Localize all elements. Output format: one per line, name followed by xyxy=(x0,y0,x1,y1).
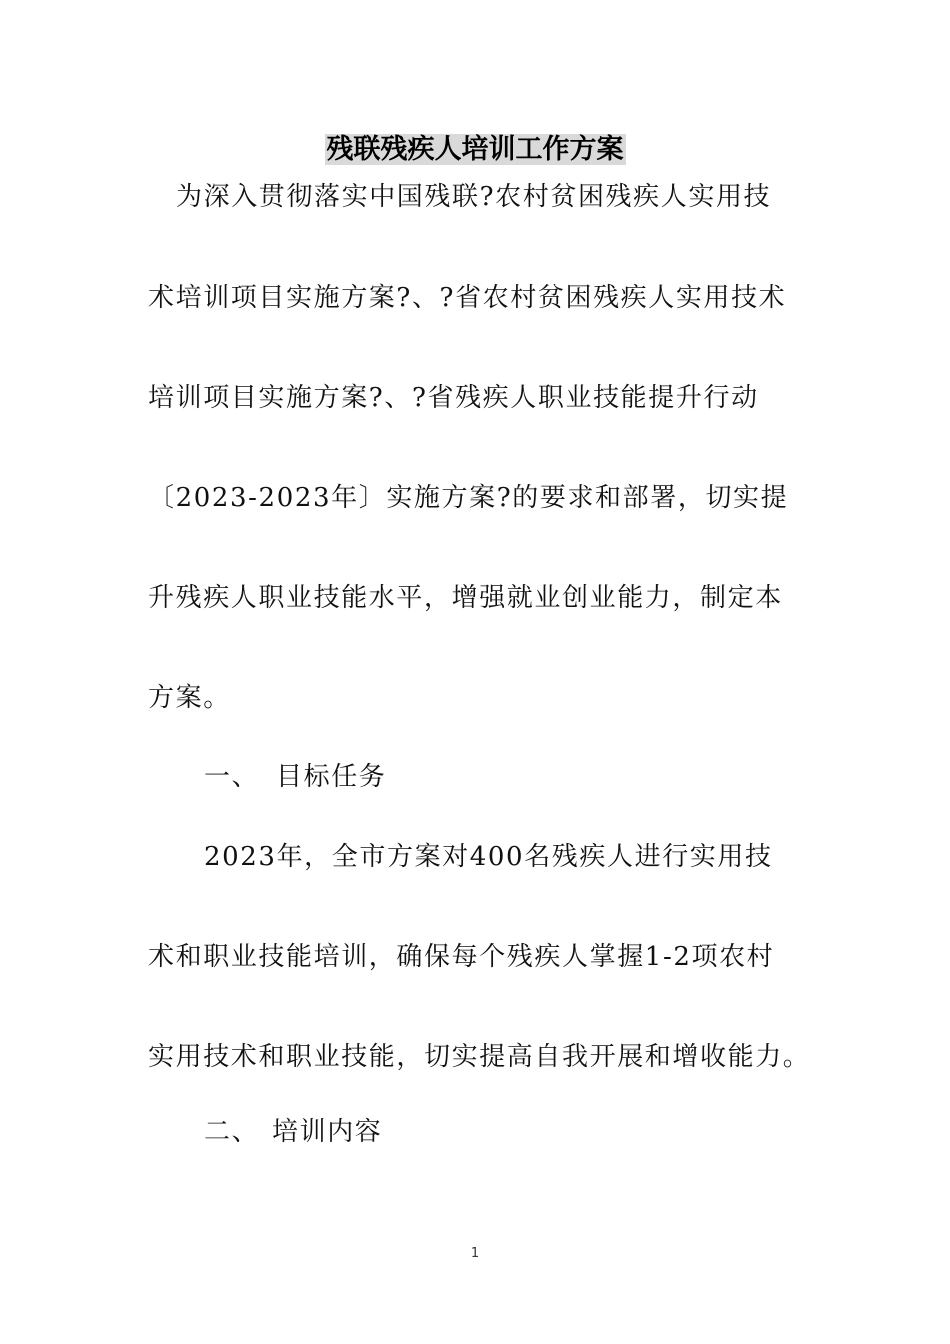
section-1-title: 目标任务 xyxy=(276,762,387,792)
document-title xyxy=(0,130,950,170)
section-1-line-2: 术和职业技能培训，确保每个残疾人掌握1-2项农村 xyxy=(148,942,775,972)
intro-line-4: 〔2023-2023年〕实施方案?的要求和部署，切实提 xyxy=(148,483,789,513)
section-2-number: 二、 xyxy=(204,1117,260,1147)
section-1-line-3: 实用技术和职业技能，切实提高自我开展和增收能力。 xyxy=(148,1042,811,1072)
intro-line-1: 为深入贯彻落实中国残联?农村贫困残疾人实用技 xyxy=(176,182,772,212)
section-1-line-1: 2023年，全市方案对400名残疾人进行实用技 xyxy=(204,842,773,872)
intro-line-2: 术培训项目实施方案?、?省农村贫困残疾人实用技术 xyxy=(148,283,787,313)
section-2-title: 培训内容 xyxy=(272,1117,383,1147)
document-title-text: 残联残疾人培训工作方案 xyxy=(326,134,624,165)
intro-line-6: 方案。 xyxy=(148,683,231,713)
intro-line-3: 培训项目实施方案?、?省残疾人职业技能提升行动 xyxy=(148,383,759,413)
intro-line-5: 升残疾人职业技能水平，增强就业创业能力，制定本 xyxy=(148,583,783,613)
section-1-number: 一、 xyxy=(204,762,260,792)
page-number: 1 xyxy=(470,1246,480,1261)
